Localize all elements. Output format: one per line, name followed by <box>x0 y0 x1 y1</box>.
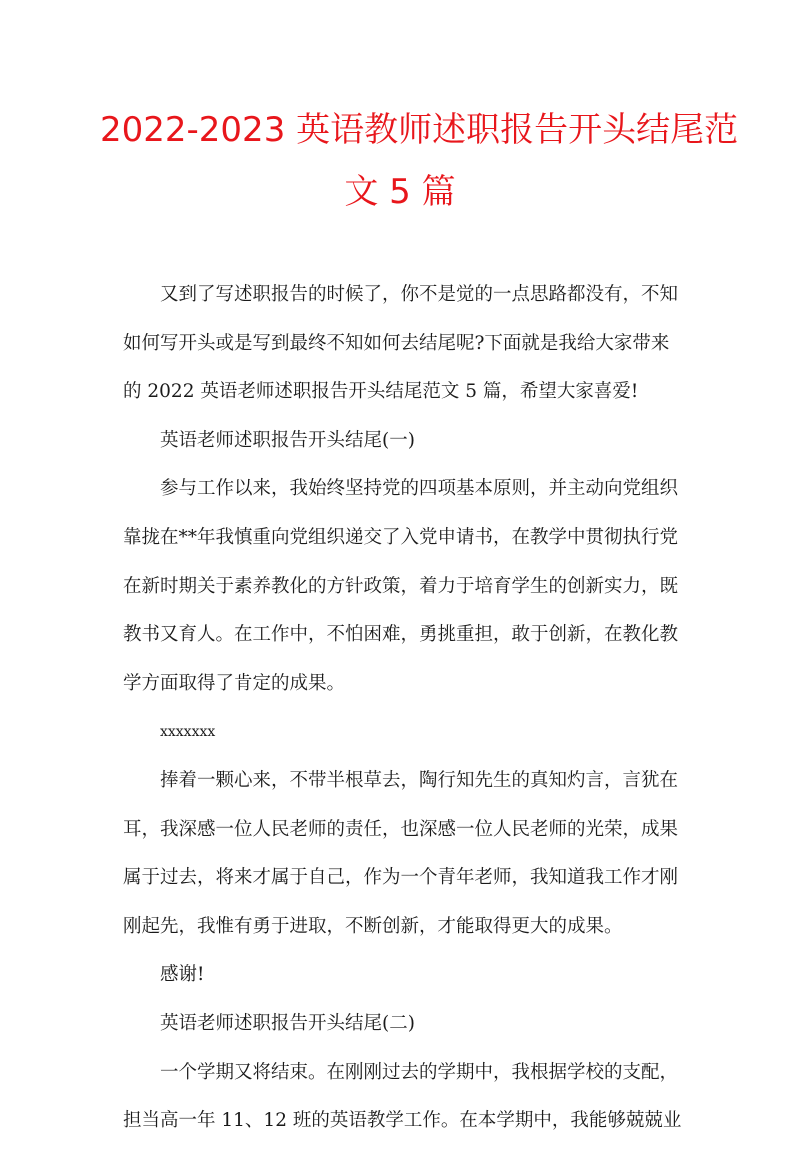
section-heading: 英语老师述职报告开头结尾(二) <box>160 1012 415 1034</box>
body-line: 学方面取得了肯定的成果。 <box>123 672 346 694</box>
placeholder-line: xxxxxxx <box>160 724 216 741</box>
section-heading: 英语老师述职报告开头结尾(一) <box>160 429 415 451</box>
body-line: 感谢! <box>160 964 205 986</box>
body-line: 担当高一年 11、12 班的英语教学工作。在本学期中，我能够兢兢业 <box>123 1110 682 1132</box>
document-title-line-1: 2022-2023 英语教师述职报告开头结尾范 <box>100 110 739 150</box>
body-line: 又到了写述职报告的时候了，你不是觉的一点思路都没有，不知 <box>160 284 679 305</box>
body-line: 的 2022 英语老师述职报告开头结尾范文 5 篇，希望大家喜爱! <box>123 381 639 403</box>
body-line: 属于过去，将来才属于自己，作为一个青年老师，我知道我工作才刚 <box>123 867 679 889</box>
body-line: 在新时期关于素养教化的方针政策，着力于培育学生的创新实力，既 <box>123 575 679 597</box>
body-line: 如何写开头或是写到最终不知如何去结尾呢?下面就是我给大家带来 <box>123 332 670 354</box>
body-line: 靠拢在**年我慎重向党组织递交了入党申请书，在教学中贯彻执行党 <box>123 526 679 548</box>
body-line: 耳，我深感一位人民老师的责任，也深感一位人民老师的光荣，成果 <box>123 818 679 840</box>
body-line: 刚起先，我惟有勇于进取，不断创新，才能取得更大的成果。 <box>123 915 623 937</box>
document-title-line-2: 文 5 篇 <box>344 172 456 212</box>
body-line: 参与工作以来，我始终坚持党的四项基本原则，并主动向党组织 <box>160 478 679 500</box>
document-body <box>123 280 683 1155</box>
body-line: 一个学期又将结束。在刚刚过去的学期中，我根据学校的支配， <box>160 1061 679 1083</box>
body-line: 教书又育人。在工作中，不怕困难，勇挑重担，敢于创新，在教化教 <box>123 624 679 646</box>
body-line: 捧着一颗心来，不带半根草去，陶行知先生的真知灼言，言犹在 <box>160 769 679 791</box>
